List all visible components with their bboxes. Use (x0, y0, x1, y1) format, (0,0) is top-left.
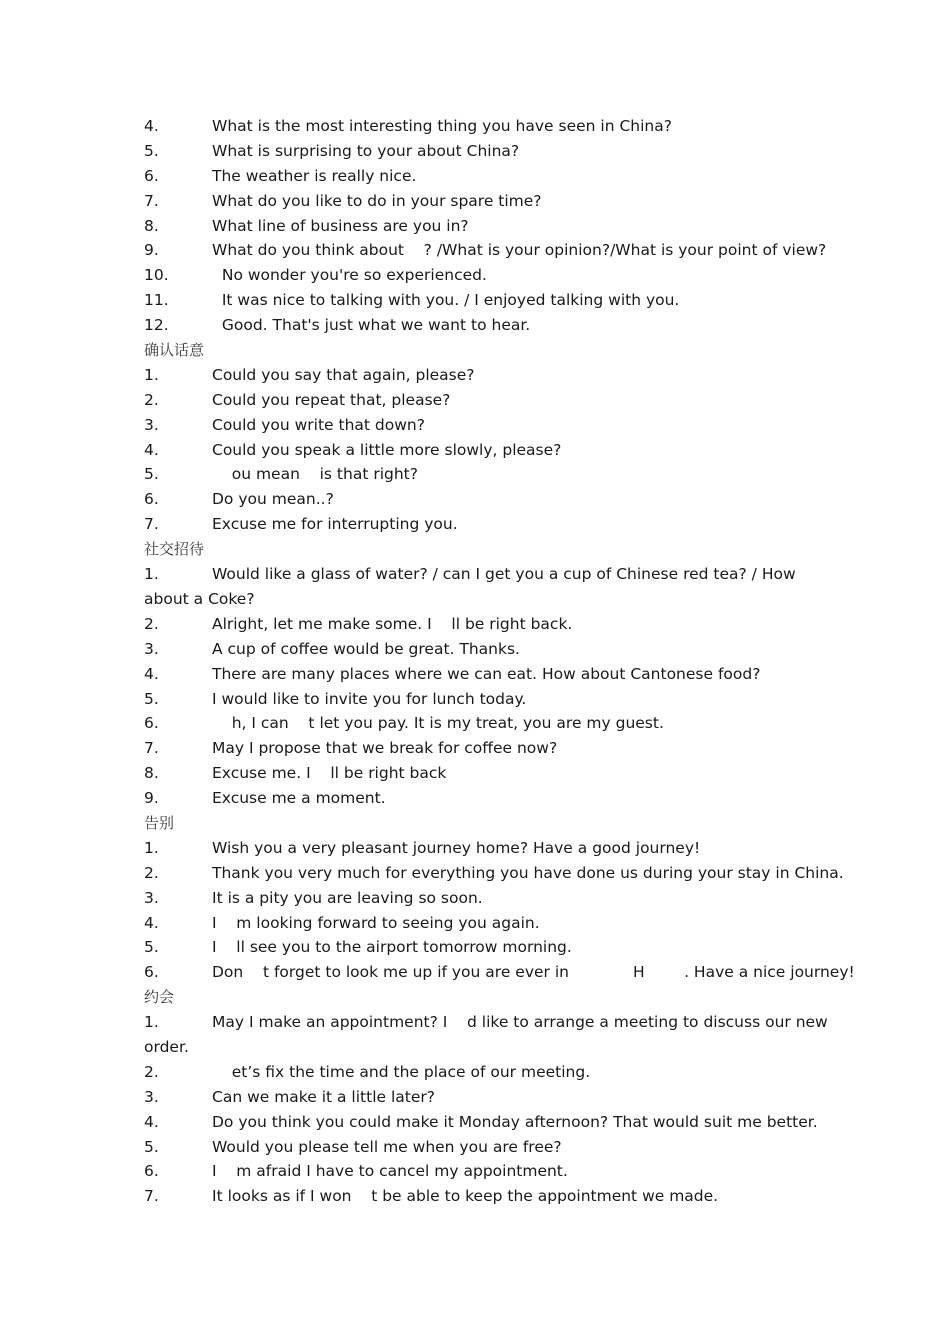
item-text: It looks as if I won t be able to keep the appointment we made. (212, 1187, 719, 1206)
item-text: Do you think you could make it Monday afternoon? That would suit me better. (212, 1112, 818, 1131)
item-number: 5. (144, 1137, 159, 1156)
item-number: 4. (144, 117, 159, 135)
item-text: The weather is really nice. (212, 166, 417, 185)
item-number: 11. (144, 291, 169, 310)
list-item (144, 214, 834, 239)
list-item (144, 413, 834, 438)
item-text: I m looking forward to seeing you again. (212, 913, 540, 932)
list-item (144, 487, 834, 512)
list-item (144, 562, 834, 612)
list-item (144, 388, 834, 413)
item-text: May I make an appointment? I d like to arrange a meeting to discuss our new order. (144, 1013, 828, 1056)
section-heading: 告别 (144, 813, 175, 832)
list-item (144, 1135, 834, 1160)
list-item (144, 861, 844, 886)
item-number: 3. (144, 888, 159, 907)
item-text: Wish you a very pleasant journey home? Have a good journey! (212, 838, 701, 857)
item-number: 1. (144, 565, 159, 584)
item-text: Excuse me. I ll be right back (212, 764, 447, 783)
item-number: 6. (144, 714, 159, 733)
item-text: What do you think about ? /What is your opinion?/What is your point of view? (212, 241, 827, 260)
item-number: 5. (144, 938, 159, 957)
item-number: 1. (144, 365, 159, 384)
item-number: 6. (144, 166, 159, 185)
item-text: Excuse me a moment. (212, 789, 386, 808)
list-item (144, 189, 834, 214)
list-item (144, 238, 834, 263)
list-item (144, 836, 834, 861)
item-number: 6. (144, 1162, 159, 1181)
item-text: There are many places where we can eat. How about Cantonese food? (212, 664, 761, 683)
item-number: 8. (144, 216, 159, 235)
list-item (144, 1159, 834, 1184)
list-item (144, 761, 834, 786)
list-item (144, 462, 834, 487)
item-text: Can we make it a little later? (212, 1087, 435, 1106)
list-item (144, 1085, 834, 1110)
item-number: 5. (144, 141, 159, 160)
item-number: 3. (144, 415, 159, 434)
document-body (144, 114, 855, 1209)
item-text: Could you say that again, please? (212, 365, 475, 384)
item-number: 10. (144, 266, 169, 285)
section-heading: 约会 (144, 988, 175, 1007)
item-text: h, I can t let you pay. It is my treat, you are my guest. (212, 714, 664, 733)
list-item (144, 960, 855, 985)
item-number: 7. (144, 739, 159, 758)
item-number: 4. (144, 440, 159, 459)
list-item (144, 1060, 834, 1085)
item-number: 9. (144, 241, 159, 260)
list-item (144, 1184, 834, 1209)
list-item (144, 637, 834, 662)
list-item (144, 263, 834, 288)
list-item (144, 139, 834, 164)
item-number: 7. (144, 191, 159, 210)
list-item (144, 786, 834, 811)
item-text: et’s fix the time and the place of our meeting. (212, 1062, 591, 1081)
list-item (144, 662, 834, 687)
item-text: Do you mean..? (212, 490, 334, 509)
item-number: 2. (144, 1062, 159, 1081)
item-number: 4. (144, 664, 159, 683)
list-item (144, 612, 834, 637)
list-item (144, 736, 834, 761)
item-text: Would like a glass of water? / can I get you a cup of Chinese red tea? / How about a Coke? (144, 565, 796, 608)
list-item (144, 711, 834, 736)
item-number: 5. (144, 465, 159, 484)
item-text: ou mean is that right? (212, 465, 418, 484)
item-number: 12. (144, 316, 169, 335)
section-heading: 确认话意 (144, 341, 205, 360)
item-text: Thank you very much for everything you have done us during your stay in China. (212, 863, 844, 882)
item-text: Alright, let me make some. I ll be right back. (212, 614, 573, 633)
list-item (144, 1010, 834, 1060)
list-item (144, 935, 834, 960)
item-number: 8. (144, 764, 159, 783)
item-number: 3. (144, 639, 159, 658)
list-item (144, 114, 834, 139)
list-item (144, 911, 834, 936)
item-number: 6. (144, 490, 159, 509)
item-text: I m afraid I have to cancel my appointment. (212, 1162, 568, 1181)
item-text: May I propose that we break for coffee now? (212, 739, 558, 758)
list-item (144, 886, 834, 911)
item-number: 5. (144, 689, 159, 708)
item-text: I would like to invite you for lunch today. (212, 689, 527, 708)
item-text: Good. That's just what we want to hear. (212, 316, 531, 335)
item-text: Could you write that down? (212, 415, 425, 434)
item-text: Don t forget to look me up if you are ever in H . Have a nice journey! (212, 963, 855, 982)
item-text: Would you please tell me when you are free? (212, 1137, 562, 1156)
item-text: I ll see you to the airport tomorrow morning. (212, 938, 572, 957)
item-text: A cup of coffee would be great. Thanks. (212, 639, 520, 658)
list-item (144, 512, 834, 537)
item-number: 2. (144, 390, 159, 409)
item-text: What is the most interesting thing you have seen in China? (212, 117, 672, 135)
item-number: 2. (144, 614, 159, 633)
item-text: What line of business are you in? (212, 216, 469, 235)
item-text: Could you repeat that, please? (212, 390, 451, 409)
item-number: 4. (144, 1112, 159, 1131)
item-number: 9. (144, 789, 159, 808)
item-text: Could you speak a little more slowly, please? (212, 440, 562, 459)
item-number: 6. (144, 963, 159, 982)
item-number: 7. (144, 1187, 159, 1206)
list-item (144, 313, 834, 338)
item-text: It was nice to talking with you. / I enjoyed talking with you. (212, 291, 680, 310)
item-text: It is a pity you are leaving so soon. (212, 888, 483, 907)
item-number: 3. (144, 1087, 159, 1106)
list-item (144, 687, 834, 712)
item-number: 4. (144, 913, 159, 932)
list-item (144, 164, 834, 189)
item-text: What do you like to do in your spare time? (212, 191, 542, 210)
item-text: No wonder you're so experienced. (212, 266, 487, 285)
item-text: What is surprising to your about China? (212, 141, 520, 160)
item-number: 1. (144, 1013, 159, 1032)
item-text: Excuse me for interrupting you. (212, 515, 458, 534)
item-number: 2. (144, 863, 159, 882)
list-item (144, 1110, 834, 1135)
item-number: 7. (144, 515, 159, 534)
list-item (144, 438, 834, 463)
section-heading: 社交招待 (144, 540, 205, 559)
list-item (144, 288, 834, 313)
list-item (144, 363, 834, 388)
item-number: 1. (144, 838, 159, 857)
